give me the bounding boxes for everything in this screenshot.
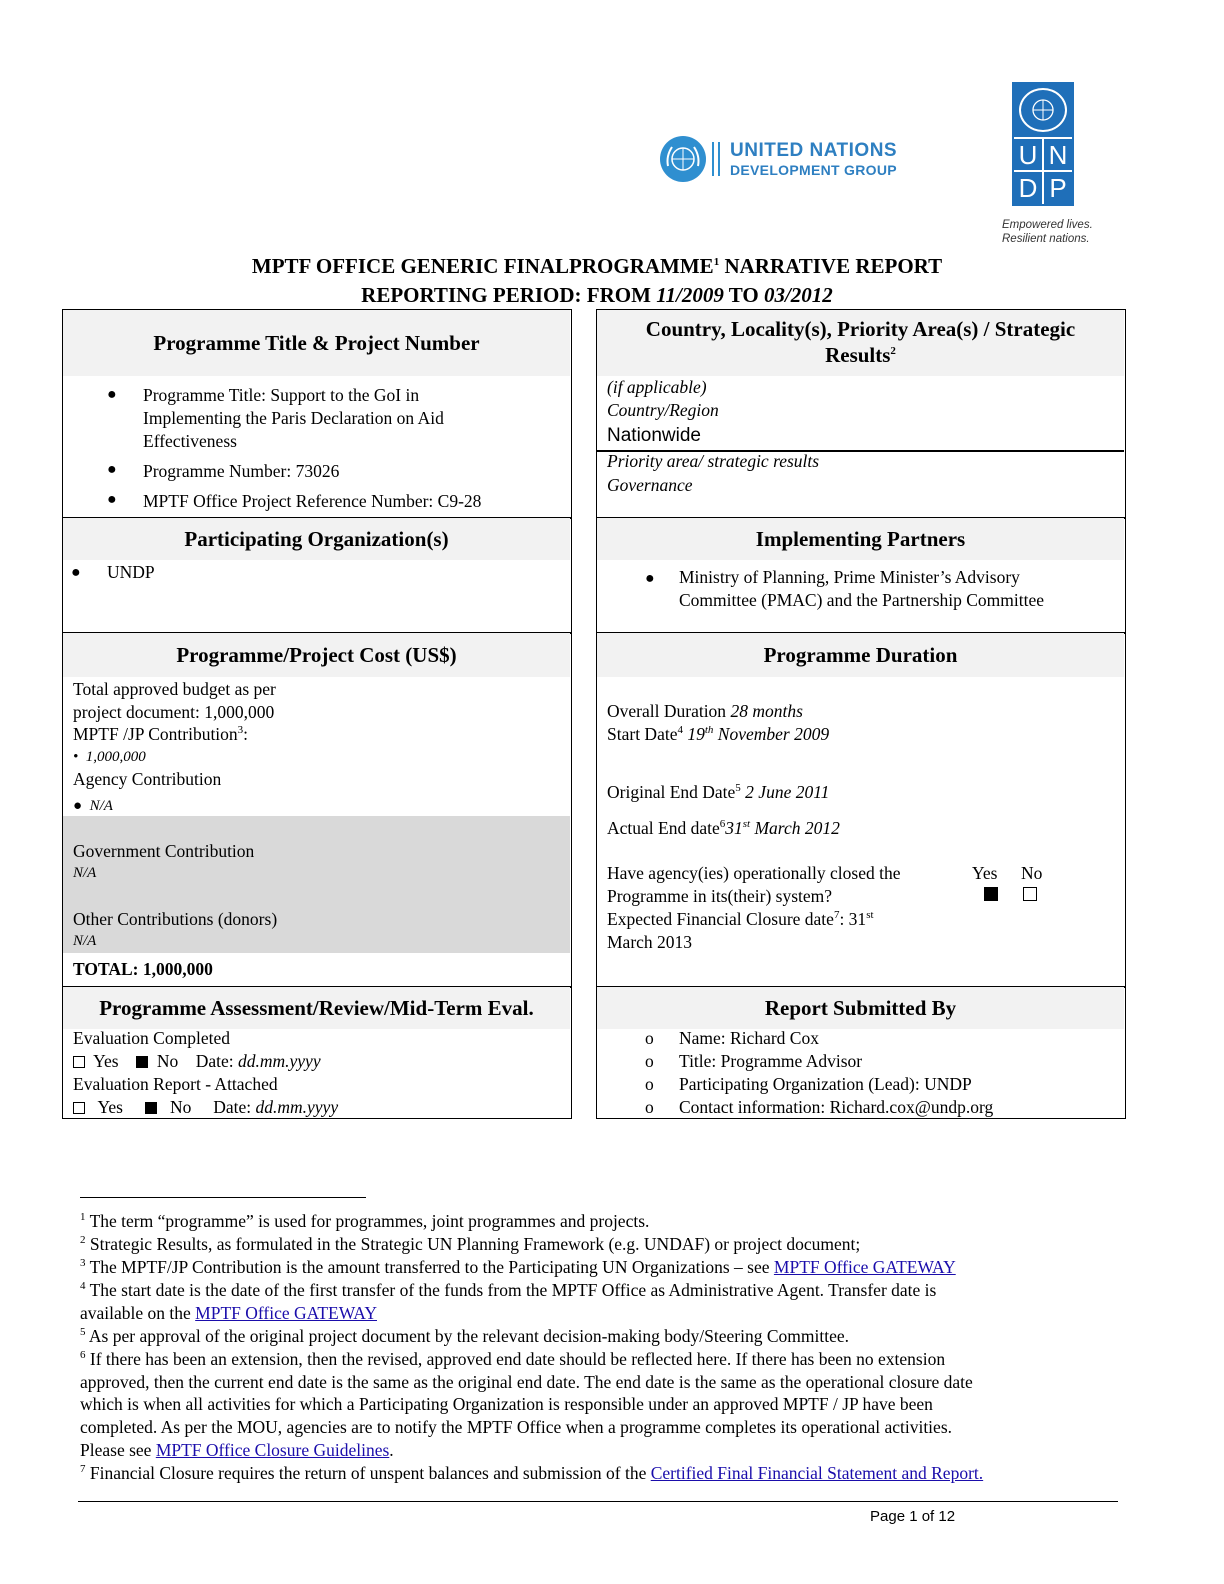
mptf-contribution-label: MPTF /JP Contribution$^3$: bbox=[73, 724, 249, 744]
assessment-cell bbox=[62, 986, 572, 1119]
closure-guidelines-link[interactable]: MPTF Office Closure Guidelines bbox=[155, 1439, 390, 1460]
footnote-text: completed. As per the MOU, agencies are to notify the MPTF Office when a programme completes its operational activities. bbox=[80, 1417, 953, 1438]
priority-area-value: Governance bbox=[607, 475, 693, 495]
implementing-partners-cell bbox=[596, 517, 1126, 634]
cell-header: Programme Duration bbox=[597, 633, 1124, 677]
value-text: 28 months bbox=[730, 701, 803, 721]
label-text: MPTF /JP Contribution bbox=[73, 724, 238, 744]
date-label: Date: bbox=[213, 1097, 256, 1117]
yes-checkbox[interactable] bbox=[73, 1102, 85, 1114]
implementing-partner-line: Committee (PMAC) and the Partnership Committee bbox=[679, 590, 1045, 610]
checkbox-box bbox=[1023, 887, 1037, 901]
submitter-title: Title: Programme Advisor bbox=[679, 1051, 863, 1071]
cell-header: Report Submitted By bbox=[597, 987, 1124, 1029]
logo-divider bbox=[712, 142, 714, 176]
page-footer-rule bbox=[78, 1501, 1118, 1502]
agency-contribution-label: Agency Contribution bbox=[73, 769, 222, 789]
ordinal: st bbox=[742, 818, 751, 831]
header-text: Results bbox=[825, 343, 891, 367]
implementing-partner-line: Ministry of Planning, Prime Minister’s Advisory bbox=[679, 567, 1020, 587]
footnote-number: 4 bbox=[80, 1280, 86, 1293]
checkbox-box bbox=[984, 887, 998, 901]
label-text: Original End Date bbox=[607, 782, 736, 802]
no-checkbox[interactable] bbox=[145, 1102, 157, 1114]
day: 31 bbox=[725, 818, 743, 838]
undp-letter: D bbox=[1018, 173, 1038, 203]
value-text: 1,000,000 bbox=[85, 749, 146, 765]
agency-contribution-value: ● N/A bbox=[73, 798, 113, 814]
value-text: 2 June 2011 bbox=[745, 782, 830, 802]
period-label: REPORTING PERIOD: FROM bbox=[361, 283, 657, 307]
date-value: dd.mm.yyyy bbox=[238, 1051, 321, 1071]
government-contribution-value: N/A bbox=[73, 865, 97, 881]
shaded-area bbox=[63, 816, 570, 953]
undp-tagline bbox=[1002, 218, 1093, 246]
footnote-1 bbox=[80, 1210, 1120, 1233]
page-number: Page 1 of 12 bbox=[870, 1508, 956, 1525]
label-text: Expected Financial Closure date bbox=[607, 909, 834, 929]
submitter-name: Name: Richard Cox bbox=[679, 1028, 819, 1048]
programme-title-line: Effectiveness bbox=[143, 431, 237, 451]
footnote-text: The MPTF/JP Contribution is the amount transferred to the Participating UN Organizations – see bbox=[89, 1257, 774, 1277]
footnote-number: 3 bbox=[80, 1257, 86, 1270]
undp-letter: N bbox=[1048, 140, 1068, 170]
evaluation-report-row bbox=[73, 1096, 338, 1119]
mptf-contribution-value: • 1,000,000 bbox=[73, 749, 146, 765]
no-checkbox[interactable] bbox=[136, 1056, 148, 1068]
date-value: dd.mm.yyyy bbox=[255, 1097, 339, 1117]
header-line: Country, Locality(s), Priority Area(s) / Strategic bbox=[645, 317, 1076, 341]
footnote-text: available on the bbox=[80, 1302, 196, 1323]
undp-letter: P bbox=[1049, 173, 1067, 203]
bullet-icon: ● bbox=[107, 461, 117, 478]
footnote-ref: 4 bbox=[677, 724, 683, 737]
bullet-icon: o bbox=[645, 1028, 654, 1048]
bullet-icon: ● bbox=[645, 570, 655, 587]
footnote-ref: 3 bbox=[237, 724, 244, 737]
report-title bbox=[0, 254, 1194, 279]
actual-end-date bbox=[607, 817, 840, 840]
footnote-text: Strategic Results, as formulated in the Strategic UN Planning Framework (e.g. UNDAF) or project document; bbox=[89, 1234, 861, 1254]
total-cost: TOTAL: 1,000,000 bbox=[73, 959, 213, 979]
yes-label: Yes bbox=[972, 863, 998, 883]
footnote-ref: 5 bbox=[735, 782, 741, 795]
footnote-text: . bbox=[389, 1439, 394, 1460]
month-year: March 2012 bbox=[750, 818, 840, 838]
no-label: No bbox=[169, 1097, 192, 1117]
government-contribution-label: Government Contribution bbox=[73, 841, 255, 861]
programme-cost-cell bbox=[62, 632, 572, 988]
date-label: Date: bbox=[195, 1051, 238, 1071]
header-line bbox=[597, 342, 1124, 368]
evaluation-report-label: Evaluation Report - Attached bbox=[73, 1074, 278, 1094]
ordinal: th bbox=[704, 724, 714, 737]
footnote-text: If there has been an extension, then the revised, approved end date should be reflected here. If there has been no extension bbox=[89, 1349, 946, 1369]
footnote-number: 7 bbox=[80, 1463, 86, 1476]
cell-header: Programme Assessment/Review/Mid-Term Eval. bbox=[63, 987, 570, 1029]
cell-header bbox=[597, 310, 1124, 376]
footnote-text: The start date is the date of the first transfer of the funds from the MPTF Office as Administrative Agent. Transfer date is bbox=[89, 1280, 937, 1300]
country-cell bbox=[596, 309, 1126, 519]
bullet-icon: ● bbox=[107, 386, 117, 403]
bullet-icon: ● bbox=[71, 564, 81, 581]
original-end-date bbox=[607, 781, 829, 804]
bullet-icon: o bbox=[645, 1074, 654, 1094]
programme-title-cell bbox=[62, 309, 572, 519]
period-label: TO bbox=[723, 283, 764, 307]
footnote-ref: 1 bbox=[713, 256, 720, 268]
priority-area-label: Priority area/ strategic results bbox=[607, 451, 820, 471]
bullet-icon: o bbox=[645, 1051, 654, 1071]
if-applicable-note: (if applicable) bbox=[607, 377, 707, 397]
footnote-ref: 6 bbox=[719, 818, 726, 831]
undp-logo bbox=[1012, 82, 1074, 206]
footnote-ref: 2 bbox=[890, 345, 896, 357]
footnote-number: 5 bbox=[80, 1326, 86, 1339]
footnote-2 bbox=[80, 1233, 1120, 1256]
footnote-text: which is when all activities for which a Participating Organization is responsible under an approved MPTF / JP have been bbox=[80, 1394, 933, 1415]
footnote-number: 6 bbox=[80, 1349, 86, 1362]
footnote-text: As per approval of the original project document by the relevant decision-making body/Steering Committee. bbox=[88, 1326, 849, 1346]
value-text bbox=[687, 724, 829, 744]
participating-orgs-cell bbox=[62, 517, 572, 634]
evaluation-completed-row bbox=[73, 1050, 321, 1073]
gateway-link[interactable]: MPTF Office GATEWAY bbox=[773, 1257, 956, 1277]
no-label: No bbox=[156, 1051, 179, 1071]
footnote-6 bbox=[80, 1348, 1120, 1462]
label-text: Overall Duration bbox=[607, 701, 731, 721]
evaluation-completed-label: Evaluation Completed bbox=[73, 1028, 230, 1048]
undg-name-line1: UNITED NATIONS bbox=[730, 140, 898, 161]
period-from: 11/2009 bbox=[656, 283, 724, 307]
footnote-5 bbox=[80, 1325, 1120, 1348]
un-emblem-icon bbox=[1019, 88, 1067, 132]
footnote-text: The term “programme” is used for programmes, joint programmes and projects. bbox=[89, 1211, 650, 1231]
undg-name-line2: DEVELOPMENT GROUP bbox=[730, 162, 897, 178]
footnote-text: Financial Closure requires the return of unspent balances and submission of the bbox=[89, 1463, 651, 1483]
value-text bbox=[725, 818, 840, 838]
footnote-separator bbox=[80, 1197, 366, 1198]
budget-text: Total approved budget as per bbox=[73, 679, 276, 699]
undp-letter: U bbox=[1018, 140, 1038, 170]
other-contributions-value: N/A bbox=[73, 933, 97, 949]
submitter-contact: Contact information: Richard.cox@undp.org bbox=[679, 1097, 994, 1117]
programme-duration-cell bbox=[596, 632, 1126, 988]
bullet-icon: ● bbox=[107, 491, 117, 508]
un-emblem-icon bbox=[660, 136, 706, 182]
financial-closure-date-cont: March 2013 bbox=[607, 932, 693, 952]
cell-header: Implementing Partners bbox=[597, 518, 1124, 560]
label-text: Start Date bbox=[607, 724, 678, 744]
budget-text: project document: 1,000,000 bbox=[73, 702, 275, 722]
participating-org: UNDP bbox=[107, 562, 155, 582]
yes-label: Yes bbox=[93, 1051, 119, 1071]
project-reference: MPTF Office Project Reference Number: C9-28 bbox=[143, 491, 482, 511]
label-text: Actual End date bbox=[607, 818, 720, 838]
financial-statement-link[interactable]: Certified Final Financial Statement and Report. bbox=[650, 1463, 984, 1483]
value-text: N/A bbox=[89, 798, 113, 814]
value-text: : 31 bbox=[839, 909, 867, 929]
day: 19 bbox=[687, 724, 705, 744]
footnote-4 bbox=[80, 1279, 1120, 1324]
yes-label: Yes bbox=[97, 1097, 123, 1117]
start-date bbox=[607, 723, 829, 746]
footnote-number: 1 bbox=[80, 1211, 86, 1224]
country-region-value: Nationwide bbox=[607, 425, 701, 446]
cell-header: Programme Title & Project Number bbox=[63, 310, 570, 376]
title-text: MPTF OFFICE GENERIC FINALPROGRAMME bbox=[251, 254, 714, 278]
footnote-7 bbox=[80, 1462, 1120, 1485]
title-text: NARRATIVE REPORT bbox=[719, 254, 943, 278]
bullet-icon: o bbox=[645, 1097, 654, 1117]
cell-header: Participating Organization(s) bbox=[63, 518, 570, 560]
footnote-text: Please see bbox=[80, 1439, 156, 1460]
footnote-number: 2 bbox=[80, 1234, 86, 1247]
reporting-period bbox=[0, 283, 1194, 308]
submitter-org: Participating Organization (Lead): UNDP bbox=[679, 1074, 972, 1094]
tagline-line: Empowered lives. bbox=[1002, 219, 1093, 231]
footnote-ref: 7 bbox=[833, 909, 840, 922]
report-submitted-cell bbox=[596, 986, 1126, 1119]
cell-header: Programme/Project Cost (US$) bbox=[63, 633, 570, 677]
closure-question: Programme in its(their) system? bbox=[607, 886, 833, 906]
ordinal: st bbox=[866, 909, 874, 922]
programme-title-line: Implementing the Paris Declaration on Aid bbox=[143, 408, 444, 428]
footnote-text: approved, then the current end date is the same as the original end date. The end date is the same as the operational closure date bbox=[80, 1371, 973, 1392]
undg-logo bbox=[660, 136, 930, 184]
closure-question: Have agency(ies) operationally closed the bbox=[607, 863, 901, 883]
closed-no-checkbox[interactable] bbox=[1023, 887, 1037, 905]
tagline-line: Resilient nations. bbox=[1002, 233, 1090, 245]
logo-divider bbox=[718, 142, 720, 176]
other-contributions-label: Other Contributions (donors) bbox=[73, 909, 278, 929]
programme-title-line: Programme Title: Support to the GoI in bbox=[143, 385, 420, 405]
gateway-link[interactable]: MPTF Office GATEWAY bbox=[195, 1302, 377, 1323]
overall-duration bbox=[607, 700, 803, 723]
country-region-label: Country/Region bbox=[607, 400, 719, 420]
yes-checkbox[interactable] bbox=[73, 1056, 85, 1068]
financial-closure-date bbox=[607, 908, 874, 931]
closed-yes-checkbox[interactable] bbox=[984, 887, 998, 905]
month-year: November 2009 bbox=[713, 724, 830, 744]
no-label: No bbox=[1021, 863, 1043, 883]
period-to: 03/2012 bbox=[763, 283, 833, 307]
footnote-3 bbox=[80, 1256, 1120, 1279]
programme-number: Programme Number: 73026 bbox=[143, 461, 340, 481]
